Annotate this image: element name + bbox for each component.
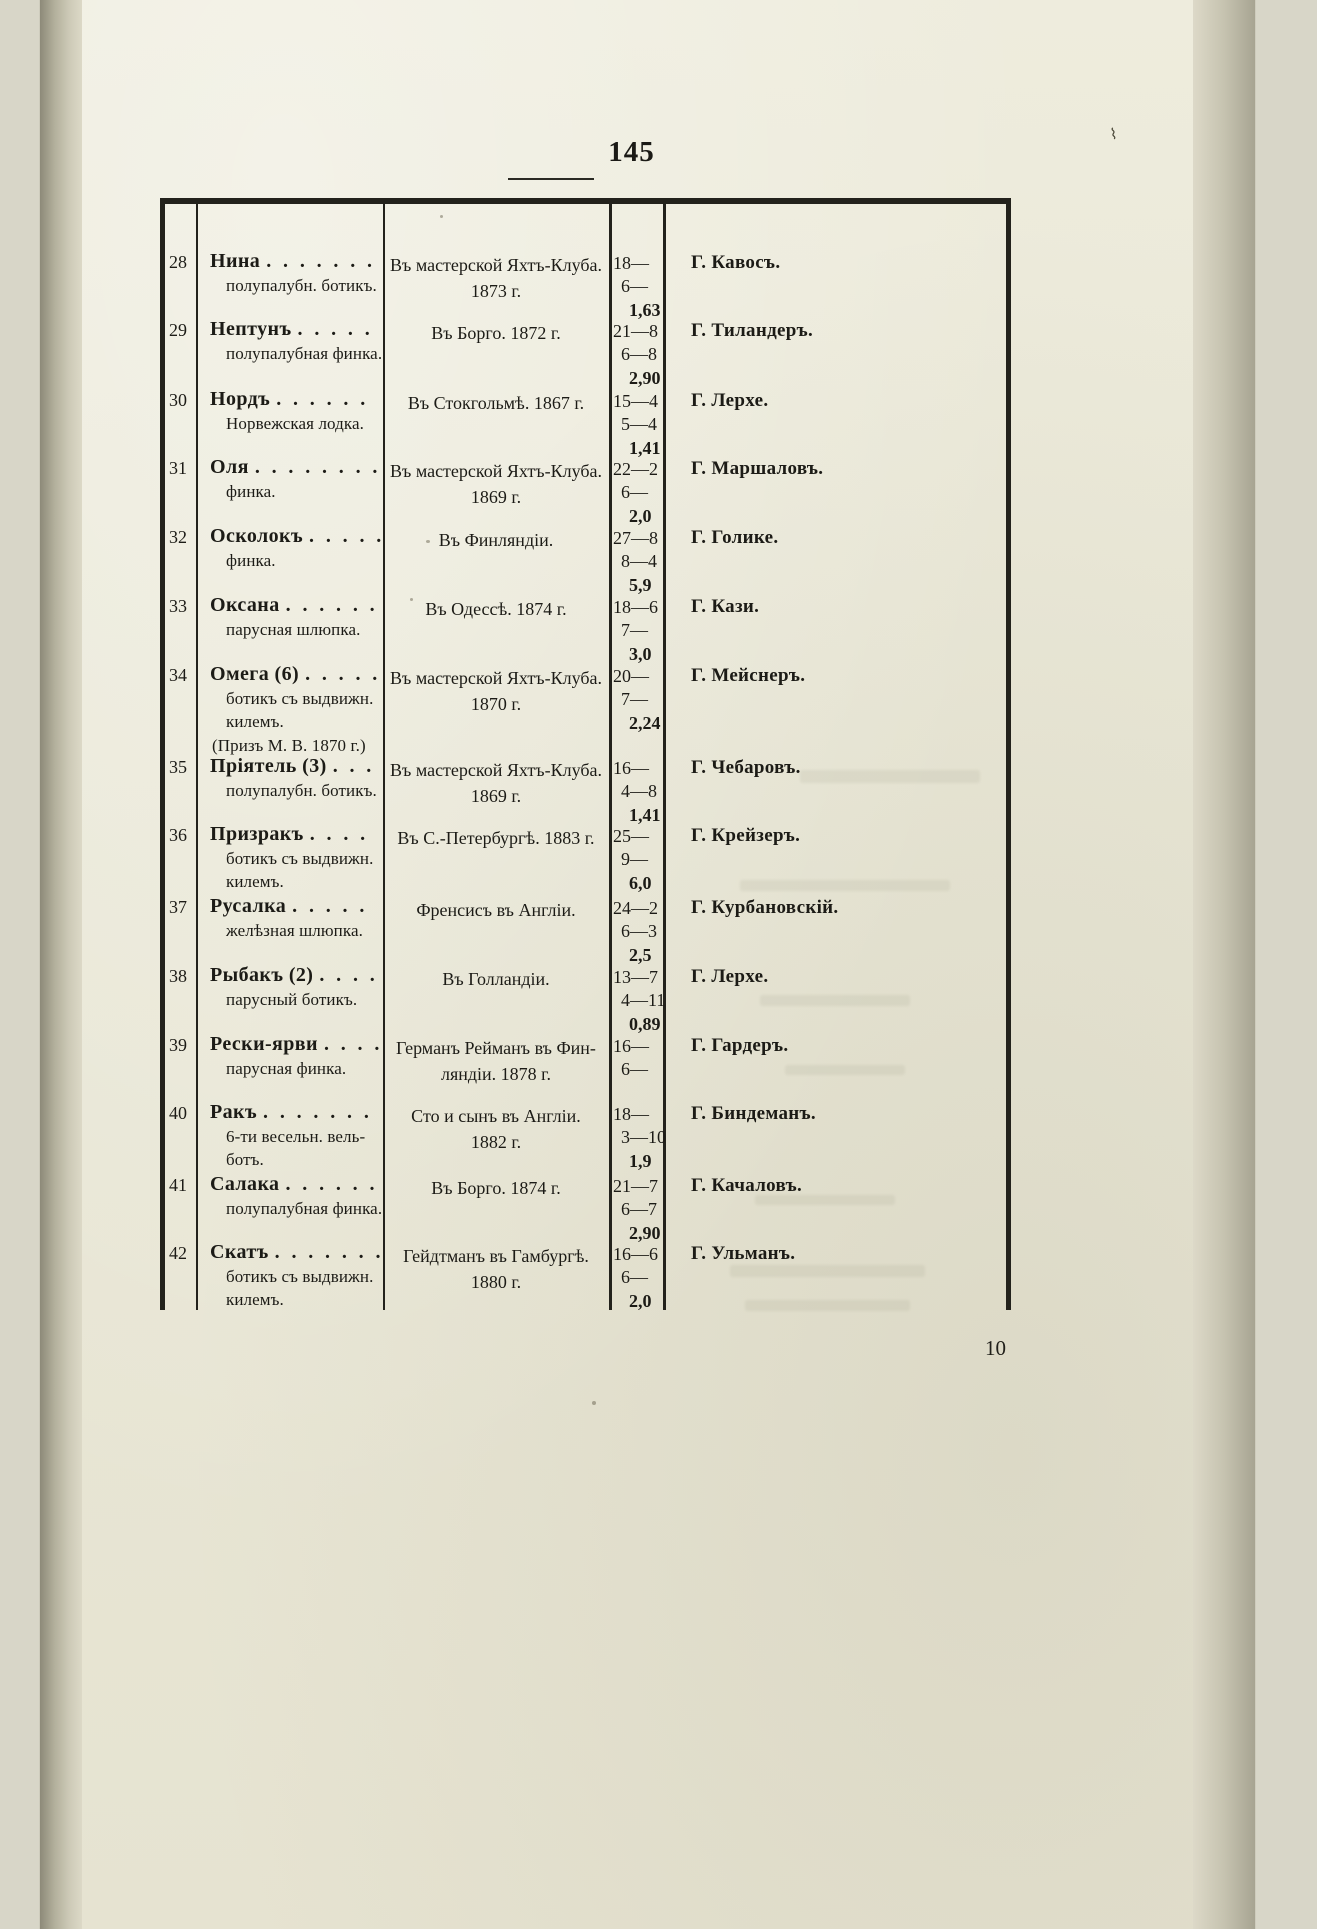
vessel-type: полупалубн. ботикъ. — [226, 276, 377, 295]
build-line: Въ мастерской Яхтъ-Клуба. — [390, 668, 602, 688]
vessel-type: полупалубн. ботикъ. — [226, 781, 377, 800]
vessel-name: Омега (6) — [210, 663, 300, 685]
dimension-line: 9— — [621, 849, 648, 870]
owner-name: Г. Качаловъ. — [691, 1175, 802, 1196]
dimensions-cell — [609, 1173, 663, 1245]
dimension-line: 15—4 — [613, 391, 658, 411]
row-number: 33 — [169, 596, 187, 616]
table-row — [160, 1033, 1011, 1087]
owner-name: Г. Кавосъ. — [691, 252, 781, 273]
build-place-cell — [383, 1241, 609, 1295]
build-place-cell — [383, 1173, 609, 1202]
dimensions-cell — [609, 755, 663, 827]
vessel-type: ботикъ съ выдвижн. килемъ. — [226, 849, 374, 892]
dimension-line: 24—2 — [613, 898, 658, 918]
dimensions-cell — [609, 895, 663, 967]
build-place-cell — [383, 250, 609, 304]
page-header — [40, 136, 1255, 169]
dimensions-cell — [609, 388, 663, 460]
dimension-line: 2,90 — [629, 1222, 661, 1243]
build-place-cell — [383, 1101, 609, 1155]
build-place-cell — [383, 895, 609, 924]
vessel-prize-note: (Призъ М. В. 1870 г.) — [212, 735, 366, 755]
dimension-line: 3—10 — [621, 1127, 666, 1148]
owner-name: Г. Мейснеръ. — [691, 665, 806, 686]
dimension-line: 27—8 — [613, 528, 658, 548]
table-row — [160, 895, 1011, 967]
row-number: 39 — [169, 1035, 187, 1055]
owner-name: Г. Биндеманъ. — [691, 1103, 816, 1124]
dimensions-cell — [609, 525, 663, 597]
table-row — [160, 1173, 1011, 1245]
build-line: Гейдтманъ въ Гамбургѣ. — [403, 1246, 589, 1266]
build-line: Въ Борго. 1874 г. — [431, 1178, 561, 1198]
table-row — [160, 318, 1011, 390]
dimensions-cell — [609, 1101, 666, 1173]
dimension-line: 6— — [621, 276, 648, 297]
vessel-type: ботикъ съ выдвижн. килемъ. — [226, 689, 374, 732]
build-place-cell — [383, 823, 609, 852]
dimension-line: 1,9 — [629, 1150, 652, 1171]
vessel-name-cell — [196, 250, 383, 297]
dimension-line: 2,0 — [629, 505, 652, 526]
vessel-name-cell — [196, 594, 383, 641]
dimension-line: 18— — [613, 1104, 649, 1124]
vessel-type: финка. — [226, 482, 276, 501]
vessel-name: Рески-ярви — [210, 1033, 318, 1055]
owner-name: Г. Крейзеръ. — [691, 825, 801, 846]
vessel-name-cell — [196, 663, 383, 757]
row-number: 40 — [169, 1103, 187, 1123]
vessel-name: Призракъ — [210, 823, 304, 845]
dimensions-cell — [609, 456, 663, 528]
build-line: Германъ Рейманъ въ Фин- — [396, 1038, 596, 1058]
vessel-name: Рыбакъ (2) — [210, 964, 314, 986]
leader-dots: . . . . . — [292, 895, 368, 917]
vessel-type: парусная шлюпка. — [226, 620, 361, 639]
vessel-name: Скатъ — [210, 1241, 269, 1263]
dimension-line: 0,89 — [629, 1013, 661, 1034]
vessel-type: 6-ти весельн. вель- ботъ. — [226, 1127, 366, 1170]
dimension-line: 20— — [613, 666, 649, 686]
dimension-line: 25— — [613, 826, 649, 846]
vessel-name: Нордъ — [210, 388, 271, 410]
build-line: 1882 г. — [470, 1131, 522, 1152]
leader-dots: . . . . . — [305, 663, 381, 685]
leader-dots: . . . . . . — [276, 388, 369, 410]
row-number: 36 — [169, 825, 187, 845]
dimension-line: 4—11 — [621, 990, 666, 1011]
dimension-line: 16— — [613, 1036, 649, 1056]
vessel-name-cell — [196, 1101, 383, 1172]
build-place-cell — [383, 663, 609, 717]
dimension-line: 2,5 — [629, 944, 652, 965]
row-number: 42 — [169, 1243, 187, 1263]
vessel-name: Оксана — [210, 594, 280, 616]
owner-name: Г. Чебаровъ. — [691, 757, 801, 778]
dimensions-cell — [609, 1241, 663, 1313]
vessel-name: Салака — [210, 1173, 280, 1195]
build-line: Въ мастерской Яхтъ-Клуба. — [390, 255, 602, 275]
build-place-cell — [383, 318, 609, 347]
row-number: 32 — [169, 527, 187, 547]
dimension-line: 16— — [613, 758, 649, 778]
table-row — [160, 823, 1011, 895]
vessel-name-cell — [196, 1033, 383, 1080]
owner-name: Г. Гардеръ. — [691, 1035, 789, 1056]
leader-dots: . . . . . . . — [266, 250, 376, 272]
vessel-type: полупалубная финка. — [226, 1199, 383, 1218]
vessel-name-cell — [196, 388, 383, 435]
dimension-line: 6—7 — [621, 1199, 657, 1220]
owner-name: Г. Голике. — [691, 527, 779, 548]
build-line: 1880 г. — [470, 1271, 522, 1292]
vessel-registry-table — [160, 198, 1011, 1310]
owner-name: Г. Тиландеръ. — [691, 320, 814, 341]
leader-dots: . . . . — [309, 823, 369, 845]
owner-name: Г. Кази. — [691, 596, 760, 617]
owner-name: Г. Курбановскій. — [691, 897, 839, 918]
dimension-line: 5,9 — [629, 574, 652, 595]
dimension-line: 1,41 — [629, 437, 661, 458]
row-number: 29 — [169, 320, 187, 340]
owner-name: Г. Маршаловъ. — [691, 458, 824, 479]
build-line: Френсисъ въ Англіи. — [416, 900, 576, 920]
build-place-cell — [383, 964, 609, 993]
left-gutter-shadow — [40, 0, 82, 1929]
vessel-type: парусный ботикъ. — [226, 990, 358, 1009]
dimension-line: 22—2 — [613, 459, 658, 479]
dimensions-cell — [609, 823, 663, 895]
build-place-cell — [383, 1033, 609, 1087]
margin-stray-mark: ⌇ — [1108, 126, 1119, 144]
leader-dots: . . . . . . . — [274, 1241, 384, 1263]
leader-dots: . . . . . . . . — [254, 456, 381, 478]
leader-dots: . . . . — [323, 1033, 383, 1055]
dimensions-cell — [609, 964, 666, 1036]
vessel-name-cell — [196, 895, 383, 942]
dimension-line: 18— — [613, 253, 649, 273]
build-line: Сто и сынъ въ Англіи. — [411, 1106, 581, 1126]
leader-dots: . . . — [332, 755, 375, 777]
table-row — [160, 594, 1011, 666]
build-line: 1869 г. — [470, 785, 522, 806]
dimension-line: 16—6 — [613, 1244, 658, 1264]
vessel-name: Осколокъ — [210, 525, 304, 547]
vessel-name: Пріятель (3) — [210, 755, 327, 777]
row-number: 34 — [169, 665, 187, 685]
build-place-cell — [383, 456, 609, 510]
table-row — [160, 525, 1011, 597]
dimension-line: 1,41 — [629, 804, 661, 825]
build-line: Въ Финляндіи. — [438, 530, 554, 550]
table-row — [160, 755, 1011, 827]
dimensions-cell — [609, 318, 663, 390]
row-number: 41 — [169, 1175, 187, 1195]
build-line: Въ мастерской Яхтъ-Клуба. — [390, 760, 602, 780]
build-line: Въ С.-Петербургѣ. 1883 г. — [397, 828, 595, 848]
vessel-name-cell — [196, 1241, 383, 1312]
vessel-type: парусная финка. — [226, 1059, 347, 1078]
sheet-signature: 10 — [985, 1336, 1006, 1360]
page-number: 145 — [608, 136, 655, 168]
row-number: 30 — [169, 390, 187, 410]
vessel-name-cell — [196, 456, 383, 503]
table-row — [160, 1101, 1011, 1173]
build-line: Въ Голландіи. — [442, 969, 550, 989]
build-line: Въ Одессѣ. 1874 г. — [425, 599, 567, 619]
vessel-name: Нептунъ — [210, 318, 292, 340]
vessel-type: желѣзная шлюпка. — [226, 921, 363, 940]
vessel-name-cell — [196, 318, 383, 365]
dimension-line: 5—4 — [621, 414, 657, 435]
row-number: 28 — [169, 252, 187, 272]
dimensions-cell — [609, 594, 663, 666]
vessel-name-cell — [196, 823, 383, 894]
dimension-line: 21—7 — [613, 1176, 658, 1196]
dimensions-cell — [609, 1033, 663, 1082]
leader-dots: . . . . . — [297, 318, 374, 340]
vessel-name: Русалка — [210, 895, 287, 917]
table-row — [160, 388, 1011, 460]
table-row — [160, 456, 1011, 528]
vessel-name-cell — [196, 525, 383, 572]
vessel-name-cell — [196, 964, 383, 1011]
owner-name: Г. Ульманъ. — [691, 1243, 796, 1264]
dimensions-cell — [609, 663, 663, 735]
row-number: 35 — [169, 757, 187, 777]
paper-speck — [592, 1401, 596, 1405]
dimension-line: 6— — [621, 1267, 648, 1288]
leader-dots: . . . . . . . — [263, 1101, 373, 1123]
dimension-line: 18—6 — [613, 597, 658, 617]
build-line: ляндіи. 1878 г. — [440, 1063, 552, 1084]
dimension-line: 7— — [621, 620, 648, 641]
right-gutter-shadow — [1193, 0, 1255, 1929]
vessel-name-cell — [196, 1173, 383, 1220]
leader-dots: . . . . . — [309, 525, 385, 547]
table-row — [160, 663, 1011, 757]
vessel-type: Норвежская лодка. — [226, 414, 364, 433]
build-place-cell — [383, 525, 609, 554]
leader-dots: . . . . . . — [285, 594, 379, 616]
dimension-line: 13—7 — [613, 967, 658, 987]
dimension-line: 2,90 — [629, 367, 661, 388]
owner-name: Г. Лерхе. — [691, 390, 769, 411]
build-line: 1873 г. — [470, 280, 522, 301]
vessel-type: ботикъ съ выдвижн. килемъ. — [226, 1267, 374, 1310]
row-number: 31 — [169, 458, 187, 478]
owner-name: Г. Лерхе. — [691, 966, 769, 987]
dimension-line: 6— — [621, 482, 648, 503]
leader-dots: . . . . — [319, 964, 379, 986]
page-sheet — [40, 0, 1255, 1929]
dimensions-cell — [609, 250, 663, 322]
vessel-type: полупалубная финка. — [226, 344, 383, 363]
dimension-line: 21—8 — [613, 321, 658, 341]
build-place-cell — [383, 594, 609, 623]
vessel-name: Оля — [210, 456, 249, 478]
dimension-line: 4—8 — [621, 781, 657, 802]
build-place-cell — [383, 388, 609, 417]
build-line: Въ мастерской Яхтъ-Клуба. — [390, 461, 602, 481]
table-row — [160, 964, 1011, 1036]
table-row — [160, 250, 1011, 322]
dimension-line: 1,63 — [629, 299, 661, 320]
table-border-top — [160, 198, 1011, 204]
dimension-line: 2,24 — [629, 712, 661, 733]
build-line: 1870 г. — [470, 693, 522, 714]
page-number-rule — [508, 178, 594, 180]
build-place-cell — [383, 755, 609, 809]
dimension-line: 6—3 — [621, 921, 657, 942]
row-number: 37 — [169, 897, 187, 917]
dimension-line: 2,0 — [629, 1290, 652, 1311]
leader-dots: . . . . . . — [285, 1173, 378, 1195]
dimension-line: 6—8 — [621, 344, 657, 365]
row-number: 38 — [169, 966, 187, 986]
build-line: Въ Стокгольмѣ. 1867 г. — [407, 393, 585, 413]
dimension-line: 8—4 — [621, 551, 657, 572]
dimension-line: 6,0 — [629, 872, 652, 893]
table-row — [160, 1241, 1011, 1313]
vessel-name-cell — [196, 755, 383, 802]
dimension-line: 3,0 — [629, 643, 652, 664]
vessel-type: финка. — [226, 551, 276, 570]
vessel-name: Ракъ — [210, 1101, 258, 1123]
build-line: Въ Борго. 1872 г. — [431, 323, 561, 343]
build-line: 1869 г. — [470, 486, 522, 507]
vessel-name: Нина — [210, 250, 261, 272]
dimension-line: 7— — [621, 689, 648, 710]
dimension-line: 6— — [621, 1059, 648, 1080]
